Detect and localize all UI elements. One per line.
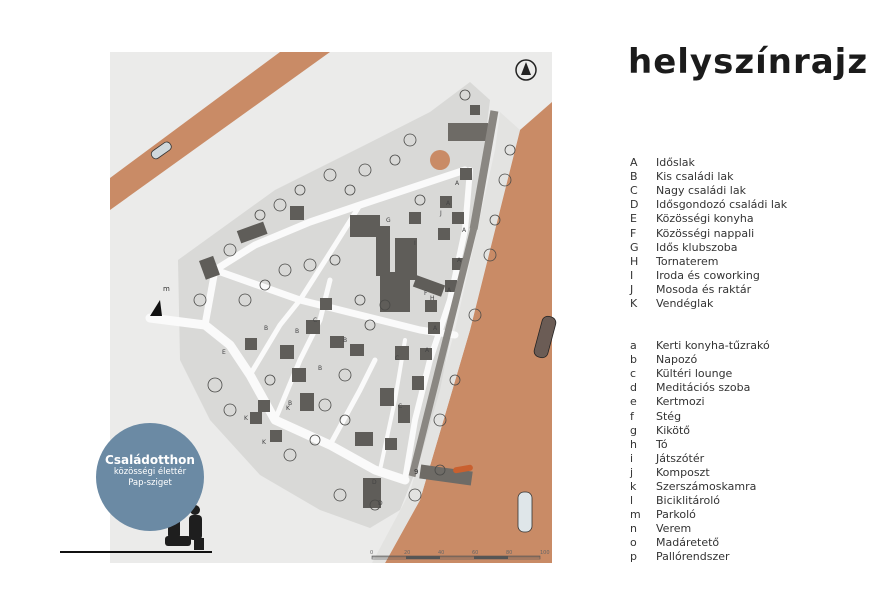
legend-row — [630, 494, 770, 508]
legend-row — [630, 212, 787, 226]
legend-key: b — [630, 353, 637, 367]
legend-label: Időslak — [656, 156, 695, 170]
legend-row — [630, 522, 770, 536]
legend-row — [630, 395, 770, 409]
legend-row — [630, 550, 770, 564]
legend-row — [630, 269, 787, 283]
legend-key: n — [630, 522, 637, 536]
legend-label: Tornaterem — [656, 254, 719, 268]
legend-row — [630, 255, 787, 269]
building-tag: J — [440, 210, 442, 217]
legend-row — [630, 297, 787, 311]
legend-key: F — [630, 226, 637, 240]
legend-label: Kerti konyha-tűzrakó — [656, 339, 770, 353]
building-tag: C — [313, 317, 318, 324]
building-tag: A — [462, 227, 467, 234]
building-tag: B — [318, 365, 323, 372]
legend-label: Napozó — [656, 353, 698, 367]
page-title: helyszínrajz — [628, 42, 869, 82]
legend-row — [630, 480, 770, 494]
legend-label: Közösségi konyha — [656, 212, 754, 226]
building-tag: I — [414, 240, 416, 247]
legend-row — [630, 198, 787, 212]
legend-row — [630, 536, 770, 550]
legend-row — [630, 156, 787, 170]
building-tag: K — [244, 415, 248, 422]
legend-key: m — [630, 508, 641, 522]
legend-label: Idős klubszoba — [656, 240, 738, 254]
building-tag: B — [295, 328, 300, 335]
legend-key: i — [630, 451, 634, 465]
legend-label: Vendéglak — [656, 296, 714, 310]
legend-label: Szerszámoskamra — [656, 479, 757, 493]
legend-label: Pallórendszer — [656, 550, 730, 564]
legend-row — [630, 283, 787, 297]
legend-key: J — [630, 282, 634, 296]
building-tag: A — [455, 180, 460, 187]
building-tag: B — [264, 325, 269, 332]
building-tag: D — [378, 500, 383, 507]
legend-row — [630, 339, 770, 353]
legend-label: Madáretető — [656, 536, 720, 550]
buildings-legend — [630, 156, 787, 311]
scale-tick-label: 0 — [370, 550, 374, 556]
pier-number-label: 9 — [414, 468, 419, 476]
badge-title: Családotthon — [105, 453, 195, 467]
legend-row — [630, 452, 770, 466]
building-tag: C — [398, 403, 403, 410]
legend-row — [630, 381, 770, 395]
legend-row — [630, 184, 787, 198]
legend-key: a — [630, 339, 637, 353]
legend-key: I — [630, 268, 634, 282]
legend-label: Tó — [656, 437, 668, 451]
building-tag: B — [288, 400, 293, 407]
building-tag: A — [446, 200, 451, 207]
legend-label: Kültéri lounge — [656, 367, 733, 381]
legend-label: Parkoló — [656, 508, 696, 522]
scale-tick-label: 40 — [438, 550, 445, 556]
legend-key: G — [630, 240, 639, 254]
badge-subtitle: közösségi élettér — [113, 467, 187, 477]
project-badge — [96, 423, 204, 531]
ground-line — [60, 551, 212, 553]
building-tag: K — [262, 439, 266, 446]
building-tag: D — [372, 479, 377, 486]
building-tag: G — [386, 217, 391, 224]
legend-row — [630, 170, 787, 184]
building-tag: A — [433, 325, 438, 332]
legend-key: c — [630, 367, 637, 381]
building-tag: H — [430, 295, 435, 302]
legend-label: Mosoda és raktár — [656, 282, 752, 296]
legend-label: Idősgondozó családi lak — [656, 198, 788, 212]
legend-label: Kertmozi — [656, 395, 705, 409]
legend-key: D — [630, 198, 639, 212]
building-tag: E — [222, 349, 226, 356]
scale-tick-label: 60 — [472, 550, 479, 556]
legend-key: f — [630, 409, 634, 423]
legend-key: C — [630, 184, 638, 198]
legend-label: Biciklitároló — [656, 494, 721, 508]
legend-label: Meditációs szoba — [656, 381, 751, 395]
legend-row — [630, 438, 770, 452]
legend-key: p — [630, 550, 637, 564]
pond — [430, 150, 450, 170]
legend-label: Közösségi nappali — [656, 226, 755, 240]
legend-row — [630, 409, 770, 423]
legend-key: o — [630, 536, 637, 550]
legend-row — [630, 226, 787, 240]
scale-tick-label: 20 — [404, 550, 411, 556]
building-tag: B — [343, 337, 348, 344]
building-tag: A — [457, 257, 462, 264]
building-tag: A — [447, 287, 452, 294]
legend-row — [630, 367, 770, 381]
legend-key: A — [630, 156, 638, 170]
legend-label: Komposzt — [656, 465, 710, 479]
legend-label: Játszótér — [656, 451, 705, 465]
legend-label: Stég — [656, 409, 682, 423]
building-tag: F — [424, 290, 428, 297]
badge-location: Pap-sziget — [128, 478, 172, 488]
legend-key: K — [630, 296, 638, 310]
legend-label: Nagy családi lak — [656, 184, 746, 198]
legend-key: B — [630, 170, 638, 184]
legend-label: Kikötő — [656, 423, 691, 437]
legend-row — [630, 241, 787, 255]
dock-north — [448, 123, 488, 141]
legend-label: Verem — [656, 522, 692, 536]
legend-label: Iroda és coworking — [656, 268, 760, 282]
legend-key: l — [630, 494, 634, 508]
features-legend — [630, 339, 770, 565]
scale-tick-label: 100 — [540, 550, 550, 556]
building-tag: A — [425, 347, 430, 354]
legend-row — [630, 508, 770, 522]
building-tag: K — [286, 405, 290, 412]
legend-label: Kis családi lak — [656, 170, 734, 184]
entrance-marker-label: m — [163, 285, 170, 293]
legend-row — [630, 424, 770, 438]
legend-key: g — [630, 423, 637, 437]
legend-key: j — [630, 465, 634, 479]
boat-southeast — [518, 492, 532, 532]
building-tag: C — [395, 355, 400, 362]
legend-row — [630, 353, 770, 367]
legend-key: h — [630, 437, 637, 451]
legend-key: k — [630, 479, 637, 493]
legend-row — [630, 466, 770, 480]
scale-tick-label: 80 — [506, 550, 513, 556]
legend-key: E — [630, 212, 637, 226]
legend-key: d — [630, 381, 637, 395]
legend-key: e — [630, 395, 637, 409]
legend-key: H — [630, 254, 639, 268]
